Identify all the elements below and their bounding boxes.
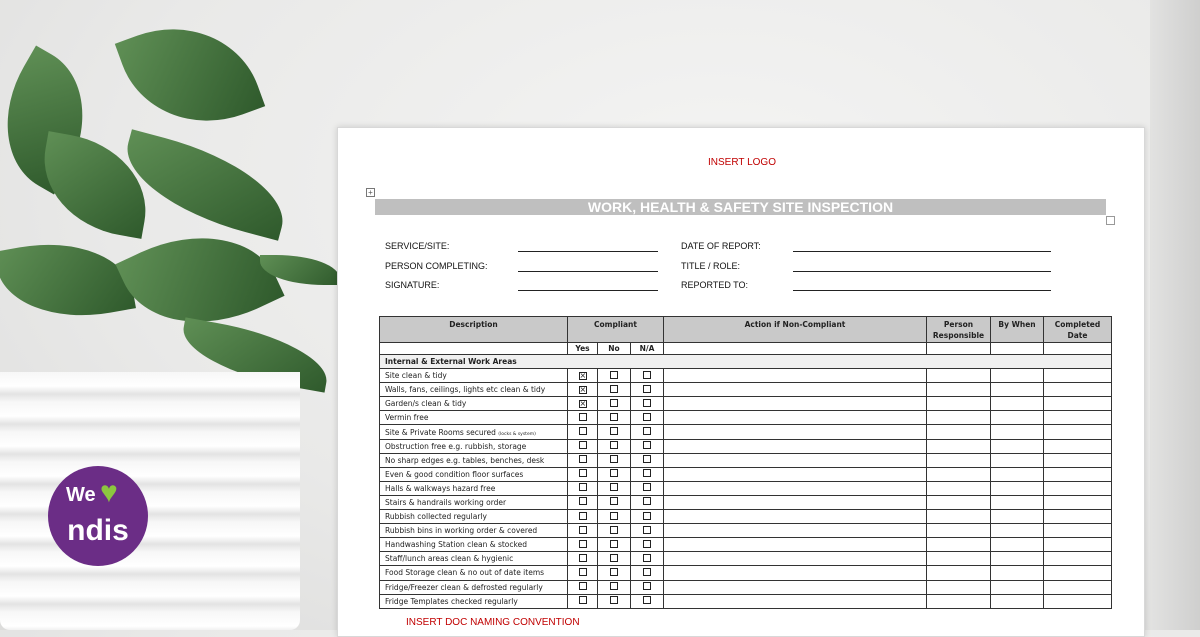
checkbox-yes[interactable] — [579, 413, 587, 421]
checkbox-no[interactable] — [610, 540, 618, 548]
checkbox-na[interactable] — [643, 497, 651, 505]
row-label: Site clean & tidy — [385, 371, 447, 381]
person-cell[interactable] — [927, 411, 991, 425]
checkbox-yes[interactable] — [579, 455, 587, 463]
checkbox-no[interactable] — [610, 526, 618, 534]
checkbox-no[interactable] — [610, 582, 618, 590]
table-row — [380, 538, 1112, 552]
checkbox-na[interactable] — [643, 582, 651, 590]
checkbox-yes[interactable] — [579, 483, 587, 491]
person-cell[interactable] — [927, 425, 991, 439]
ndis-logo: We ♥ ndis — [48, 466, 148, 566]
completed-cell[interactable] — [1044, 481, 1112, 495]
completed-cell[interactable] — [1044, 566, 1112, 580]
checkbox-yes[interactable] — [579, 526, 587, 534]
completed-cell[interactable] — [1044, 425, 1112, 439]
by-when-cell[interactable] — [991, 481, 1044, 495]
title-role-input[interactable] — [793, 271, 1051, 272]
table-move-handle-icon[interactable]: + — [366, 188, 375, 197]
person-cell[interactable] — [927, 369, 991, 383]
doc-naming-placeholder: INSERT DOC NAMING CONVENTION — [406, 617, 580, 628]
checkbox-na[interactable] — [643, 512, 651, 520]
row-label: Vermin free — [385, 413, 429, 423]
table-row — [380, 397, 1112, 411]
completed-cell[interactable] — [1044, 495, 1112, 509]
by-when-cell[interactable] — [991, 425, 1044, 439]
section-heading: Internal & External Work Areas — [380, 355, 1112, 369]
service-site-input[interactable] — [518, 251, 658, 252]
field-label-service-site: SERVICE/SITE: — [385, 241, 450, 251]
field-label-reported-to: REPORTED TO: — [681, 280, 749, 290]
person-cell[interactable] — [927, 397, 991, 411]
checkbox-no[interactable] — [610, 371, 618, 379]
table-row — [380, 510, 1112, 524]
person-cell[interactable] — [927, 524, 991, 538]
table-row — [380, 495, 1112, 509]
checkbox-no[interactable] — [610, 483, 618, 491]
action-cell[interactable] — [664, 566, 927, 580]
row-label: Garden/s clean & tidy — [385, 399, 467, 409]
completed-cell[interactable] — [1044, 510, 1112, 524]
checkbox-no[interactable] — [610, 399, 618, 407]
checkbox-na[interactable] — [643, 540, 651, 548]
by-when-cell[interactable] — [991, 566, 1044, 580]
row-label: Even & good condition floor surfaces — [385, 469, 524, 479]
action-cell[interactable] — [664, 510, 927, 524]
completed-cell[interactable] — [1044, 538, 1112, 552]
subheader-na: N/A — [631, 343, 664, 355]
checkbox-na[interactable] — [643, 441, 651, 449]
checkbox-yes[interactable]: × — [579, 385, 587, 395]
person-cell[interactable] — [927, 594, 991, 608]
wall-shadow — [1150, 0, 1200, 630]
completed-cell[interactable] — [1044, 369, 1112, 383]
field-label-person-completing: PERSON COMPLETING: — [385, 261, 488, 271]
action-cell[interactable] — [664, 439, 927, 453]
by-when-cell[interactable] — [991, 439, 1044, 453]
checkbox-no[interactable] — [610, 512, 618, 520]
person-cell[interactable] — [927, 580, 991, 594]
checkbox-yes[interactable] — [579, 596, 587, 604]
by-when-cell[interactable] — [991, 594, 1044, 608]
checkbox-yes[interactable]: × — [579, 371, 587, 381]
checkbox-na[interactable] — [643, 427, 651, 435]
completed-cell[interactable] — [1044, 397, 1112, 411]
by-when-cell[interactable] — [991, 467, 1044, 481]
person-cell[interactable] — [927, 453, 991, 467]
by-when-cell[interactable] — [991, 524, 1044, 538]
completed-cell[interactable] — [1044, 552, 1112, 566]
person-cell[interactable] — [927, 467, 991, 481]
row-label: Halls & walkways hazard free — [385, 483, 496, 493]
checkbox-na[interactable] — [643, 526, 651, 534]
checkbox-yes[interactable] — [579, 441, 587, 449]
table-row — [380, 594, 1112, 608]
insert-logo-placeholder: INSERT LOGO — [708, 157, 776, 168]
person-completing-input[interactable] — [518, 271, 658, 272]
completed-cell[interactable] — [1044, 439, 1112, 453]
subheader-no: No — [598, 343, 631, 355]
field-label-signature: SIGNATURE: — [385, 280, 440, 290]
table-resize-handle[interactable] — [1106, 216, 1115, 225]
checkbox-na[interactable] — [643, 483, 651, 491]
checkbox-no[interactable] — [610, 469, 618, 477]
row-label: Fridge/Freezer clean & defrosted regularly — [385, 582, 543, 592]
by-when-cell[interactable] — [991, 510, 1044, 524]
checkbox-yes[interactable] — [579, 497, 587, 505]
checkbox-na[interactable] — [643, 455, 651, 463]
action-cell[interactable] — [664, 552, 927, 566]
action-cell[interactable] — [664, 481, 927, 495]
completed-cell[interactable] — [1044, 524, 1112, 538]
row-label: Rubbish bins in working order & covered — [385, 526, 538, 536]
action-cell[interactable] — [664, 467, 927, 481]
action-cell[interactable] — [664, 369, 927, 383]
person-cell[interactable] — [927, 439, 991, 453]
checkbox-yes[interactable] — [579, 512, 587, 520]
heart-icon: ♥ — [100, 476, 118, 509]
person-cell[interactable] — [927, 383, 991, 397]
action-cell[interactable] — [664, 580, 927, 594]
person-cell[interactable] — [927, 510, 991, 524]
action-cell[interactable] — [664, 538, 927, 552]
row-label: Staff/lunch areas clean & hygienic — [385, 554, 514, 564]
checkbox-na[interactable] — [643, 399, 651, 407]
person-cell[interactable] — [927, 481, 991, 495]
person-cell[interactable] — [927, 495, 991, 509]
checkbox-yes[interactable] — [579, 582, 587, 590]
action-cell[interactable] — [664, 411, 927, 425]
date-of-report-input[interactable] — [793, 251, 1051, 252]
document-title: WORK, HEALTH & SAFETY SITE INSPECTION — [375, 199, 1106, 215]
reported-to-input[interactable] — [793, 290, 1051, 291]
header-compliant: Compliant — [568, 317, 664, 343]
row-label: Stairs & handrails working order — [385, 497, 507, 507]
person-cell[interactable] — [927, 552, 991, 566]
checkbox-yes[interactable] — [579, 540, 587, 548]
table-row — [380, 467, 1112, 481]
checkbox-no[interactable] — [610, 554, 618, 562]
action-cell[interactable] — [664, 453, 927, 467]
checkbox-yes[interactable] — [579, 427, 587, 435]
row-label: Obstruction free e.g. rubbish, storage — [385, 441, 527, 451]
checkbox-na[interactable] — [643, 413, 651, 421]
table-row — [380, 481, 1112, 495]
row-label: Site & Private Rooms secured — [385, 427, 496, 437]
action-cell[interactable] — [664, 495, 927, 509]
table-row — [380, 369, 1112, 383]
checkbox-na[interactable] — [643, 554, 651, 562]
checkbox-na[interactable] — [643, 371, 651, 379]
checkbox-na[interactable] — [643, 596, 651, 604]
plant-pot — [0, 372, 300, 630]
row-label: Fridge Templates checked regularly — [385, 596, 518, 606]
table-row — [380, 425, 1112, 439]
action-cell[interactable] — [664, 425, 927, 439]
header-action: Action if Non-Compliant — [664, 317, 927, 343]
table-row — [380, 453, 1112, 467]
table-row — [380, 552, 1112, 566]
checkbox-na[interactable] — [643, 385, 651, 393]
checkbox-no[interactable] — [610, 497, 618, 505]
by-when-cell[interactable] — [991, 453, 1044, 467]
completed-cell[interactable] — [1044, 453, 1112, 467]
completed-cell[interactable] — [1044, 411, 1112, 425]
field-label-date-of-report: DATE OF REPORT: — [681, 241, 761, 251]
by-when-cell[interactable] — [991, 580, 1044, 594]
row-label: No sharp edges e.g. tables, benches, desk — [385, 455, 545, 465]
inspection-table — [379, 316, 1112, 609]
checkbox-no[interactable] — [610, 385, 618, 393]
by-when-cell[interactable] — [991, 397, 1044, 411]
by-when-cell[interactable] — [991, 495, 1044, 509]
table-row — [380, 580, 1112, 594]
checkbox-na[interactable] — [643, 469, 651, 477]
inspection-document — [337, 127, 1145, 637]
by-when-cell[interactable] — [991, 383, 1044, 397]
by-when-cell[interactable] — [991, 369, 1044, 383]
completed-cell[interactable] — [1044, 383, 1112, 397]
by-when-cell[interactable] — [991, 538, 1044, 552]
checkbox-na[interactable] — [643, 568, 651, 576]
completed-cell[interactable] — [1044, 467, 1112, 481]
action-cell[interactable] — [664, 397, 927, 411]
row-label: Rubbish collected regularly — [385, 512, 487, 522]
row-label: Walls, fans, ceilings, lights etc clean & tidy — [385, 385, 546, 395]
header-completed-date: Completed Date — [1044, 317, 1112, 343]
checkbox-yes[interactable] — [579, 554, 587, 562]
completed-cell[interactable] — [1044, 594, 1112, 608]
checkbox-yes[interactable]: × — [579, 399, 587, 409]
person-cell[interactable] — [927, 566, 991, 580]
checkbox-yes[interactable] — [579, 568, 587, 576]
action-cell[interactable] — [664, 594, 927, 608]
checkbox-no[interactable] — [610, 568, 618, 576]
subheader-yes: Yes — [568, 343, 598, 355]
action-cell[interactable] — [664, 524, 927, 538]
checkbox-yes[interactable] — [579, 469, 587, 477]
action-cell[interactable] — [664, 383, 927, 397]
checkbox-no[interactable] — [610, 596, 618, 604]
header-person-responsible: Person Responsible — [927, 317, 991, 343]
checkbox-no[interactable] — [610, 455, 618, 463]
row-label: Handwashing Station clean & stocked — [385, 540, 527, 550]
checkbox-no[interactable] — [610, 427, 618, 435]
header-description: Description — [380, 317, 568, 343]
signature-input[interactable] — [518, 290, 658, 291]
row-label: Food Storage clean & no out of date items — [385, 568, 545, 578]
table-row — [380, 524, 1112, 538]
completed-cell[interactable] — [1044, 580, 1112, 594]
by-when-cell[interactable] — [991, 411, 1044, 425]
checkbox-no[interactable] — [610, 441, 618, 449]
table-row — [380, 439, 1112, 453]
by-when-cell[interactable] — [991, 552, 1044, 566]
checkbox-no[interactable] — [610, 413, 618, 421]
table-row — [380, 566, 1112, 580]
header-by-when: By When — [991, 317, 1044, 343]
field-label-title-role: TITLE / ROLE: — [681, 261, 741, 271]
row-note: (locks & system) — [498, 431, 536, 437]
person-cell[interactable] — [927, 538, 991, 552]
table-row — [380, 383, 1112, 397]
table-row — [380, 411, 1112, 425]
